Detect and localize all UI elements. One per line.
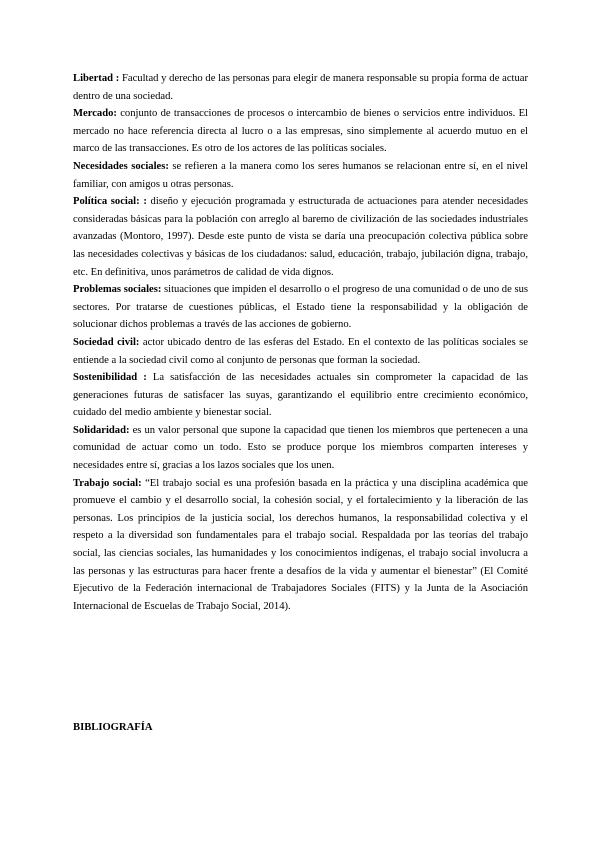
glossary-term: Sostenibilidad : — [73, 372, 147, 384]
glossary-entry-solidaridad — [73, 422, 528, 475]
glossary-definition: conjunto de transacciones de procesos o intercambio de bienes o servicios entre individuos. El mercado no hace referencia directa al lucro o a las empresas, sino simplemente al acuerdo mutuo en el marco de las transacciones. Es otro de los actores de las políticas sociales. — [73, 108, 528, 155]
glossary-term: Problemas sociales: — [73, 284, 162, 296]
glossary-term: Libertad : — [73, 73, 120, 84]
glossary-section — [73, 70, 528, 615]
glossary-definition: se refieren a la manera como los seres humanos se relacionan entre sí, en el nivel familiar, con amigos u otras personas. — [73, 160, 528, 190]
glossary-term: Trabajo social: — [73, 477, 142, 489]
glossary-definition: “El trabajo social es una profesión basada en la práctica y una disciplina académica que promueve el cambio y el desarrollo social, la cohesión social, y el fortalecimiento y la liberación de las personas. Los principios de la justicia social, los derechos humanos, la responsabilidad colectiva y el respeto a la diversidad son fundamentales para el trabajo social. Respaldada por las teorías del trabajo social, las ciencias sociales, las humanidades y los conocimientos indígenas, el trabajo social involucra a las personas y las estructuras para hacer frente a desafíos de la vida y aumentar el bienestar” (El Comité Ejecutivo de la Federación internacional de Trabajadores Sociales (FITS) y la Junta de la Asociación Internacional de Escuelas de Trabajo Social, 2014). — [73, 477, 528, 612]
glossary-definition: es un valor personal que supone la capacidad que tienen los miembros que pertenecen a una comunidad de actuar como un todo. Esto se produce porque los miembros comparten intereses y necesidades entre sí, gracias a los lazos sociales que los unen. — [73, 424, 528, 472]
bibliography-heading: BIBLIOGRAFÍA — [73, 722, 153, 733]
glossary-entry-mercado — [73, 105, 528, 158]
glossary-definition: diseño y ejecución programada y estructurada de actuaciones para atender necesidades consideradas básicas para la población con arreglo al baremo de civilización de las sociedades industriales avanzadas (Montoro, 1997). Desde este punto de vista se daría una preocupación colectiva pública sobre las necesidades colectivas y básicas de los ciudadanos: salud, educación, trabajo, jubilación digna, trabajo, etc. En definitiva, unos parámetros de calidad de vida dignos. — [73, 196, 528, 278]
glossary-term: Sociedad civil: — [73, 336, 140, 348]
glossary-term: Solidaridad: — [73, 424, 130, 436]
glossary-entry-necesidades-sociales — [73, 158, 528, 193]
glossary-entry-problemas-sociales — [73, 281, 528, 334]
glossary-term: Necesidades sociales: — [73, 160, 169, 172]
glossary-entry-politica-social — [73, 193, 528, 281]
glossary-term: Política social: : — [73, 196, 147, 208]
glossary-entry-trabajo-social — [73, 475, 528, 616]
glossary-definition: Facultad y derecho de las personas para elegir de manera responsable su propia forma de actuar dentro de una sociedad. — [73, 73, 528, 102]
glossary-definition: La satisfacción de las necesidades actuales sin comprometer la capacidad de las generaciones futuras de satisfacer las suyas, garantizando el equilibrio entre crecimiento económico, cuidado del medio ambiente y bienestar social. — [73, 372, 528, 419]
glossary-entry-libertad — [73, 70, 528, 105]
glossary-entry-sociedad-civil — [73, 334, 528, 369]
glossary-term: Mercado: — [73, 108, 117, 120]
glossary-definition: situaciones que impiden el desarrollo o el progreso de una comunidad o de uno de sus sectores. Por tratarse de cuestiones públicas, el Estado tiene la responsabilidad y la obligación de solucionar dichos problemas a través de las acciones de gobierno. — [73, 284, 528, 331]
glossary-entry-sostenibilidad — [73, 369, 528, 422]
glossary-definition: actor ubicado dentro de las esferas del Estado. En el contexto de las políticas sociales se entiende a la sociedad civil como al conjunto de personas que forman la sociedad. — [73, 336, 529, 366]
